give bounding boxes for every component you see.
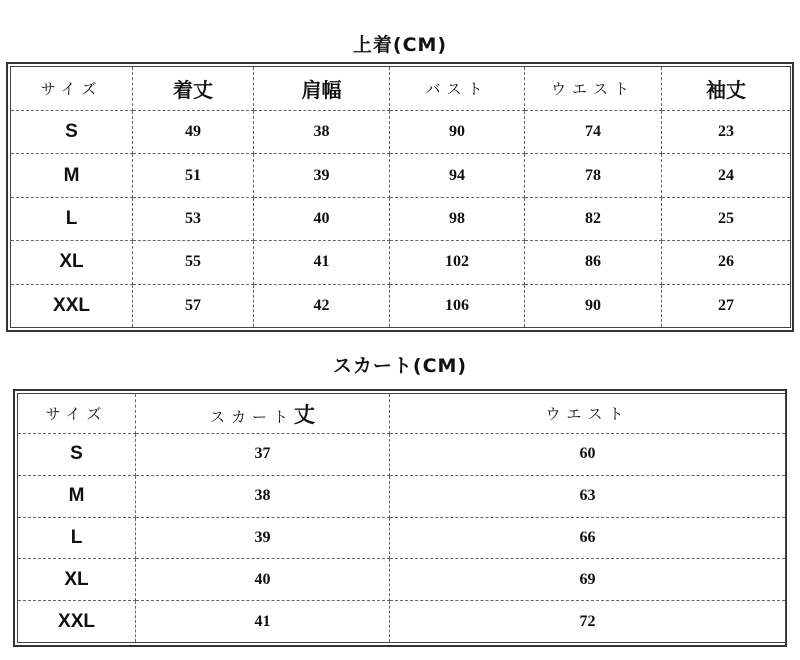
size-label: L	[11, 197, 133, 240]
table-row	[11, 197, 791, 240]
size-label: S	[11, 111, 133, 154]
tops-header-bust: バスト	[390, 67, 525, 111]
table-row	[18, 559, 786, 601]
skirt-size-table	[17, 393, 786, 643]
table-cell: 38	[254, 111, 390, 154]
table-row	[18, 475, 786, 517]
skirt-header-row	[18, 394, 786, 434]
table-cell: 24	[662, 154, 791, 197]
table-cell: 38	[136, 475, 390, 517]
table-cell: 26	[662, 241, 791, 284]
table-cell: 90	[390, 111, 525, 154]
table-cell: 98	[390, 197, 525, 240]
table-cell: 55	[133, 241, 254, 284]
skirt-header-length-kana: スカート	[209, 407, 294, 426]
table-cell: 72	[390, 601, 786, 643]
table-cell: 102	[390, 241, 525, 284]
table-row	[18, 434, 786, 476]
size-label: S	[18, 434, 136, 476]
table-cell: 41	[136, 601, 390, 643]
tops-header-size: サイズ	[11, 67, 133, 111]
table-cell: 53	[133, 197, 254, 240]
table-row	[18, 517, 786, 559]
table-cell: 41	[254, 241, 390, 284]
size-label: M	[11, 154, 133, 197]
tops-size-table-frame	[6, 62, 794, 332]
table-row	[11, 241, 791, 284]
table-cell: 94	[390, 154, 525, 197]
skirt-size-table-frame	[13, 389, 787, 647]
table-cell: 74	[525, 111, 662, 154]
table-cell: 25	[662, 197, 791, 240]
skirt-table-title: スカート(CM)	[332, 355, 468, 377]
table-cell: 39	[136, 517, 390, 559]
skirt-header-waist: ウエスト	[390, 394, 786, 434]
table-row	[11, 154, 791, 197]
tops-header-sleeve: 袖丈	[662, 67, 791, 111]
table-cell: 78	[525, 154, 662, 197]
table-cell: 63	[390, 475, 786, 517]
table-cell: 40	[136, 559, 390, 601]
table-cell: 23	[662, 111, 791, 154]
tops-header-shoulder: 肩幅	[254, 67, 390, 111]
table-row	[11, 111, 791, 154]
tops-table-title: 上着(CM)	[352, 34, 448, 56]
table-cell: 40	[254, 197, 390, 240]
table-cell: 27	[662, 284, 791, 327]
table-cell: 42	[254, 284, 390, 327]
tops-header-row	[11, 67, 791, 111]
table-cell: 37	[136, 434, 390, 476]
size-label: L	[18, 517, 136, 559]
table-cell: 57	[133, 284, 254, 327]
table-cell: 39	[254, 154, 390, 197]
table-cell: 49	[133, 111, 254, 154]
size-label: M	[18, 475, 136, 517]
table-row	[11, 284, 791, 327]
table-cell: 66	[390, 517, 786, 559]
skirt-header-size: サイズ	[18, 394, 136, 434]
table-cell: 106	[390, 284, 525, 327]
table-cell: 86	[525, 241, 662, 284]
table-cell: 90	[525, 284, 662, 327]
table-cell: 82	[525, 197, 662, 240]
skirt-header-length-kanji: 丈	[294, 402, 315, 427]
table-cell: 60	[390, 434, 786, 476]
table-row	[18, 601, 786, 643]
table-cell: 69	[390, 559, 786, 601]
tops-header-waist: ウエスト	[525, 67, 662, 111]
table-cell: 51	[133, 154, 254, 197]
size-label: XXL	[18, 601, 136, 643]
size-label: XL	[11, 241, 133, 284]
size-label: XXL	[11, 284, 133, 327]
tops-size-table	[10, 66, 791, 328]
skirt-header-length	[136, 394, 390, 434]
tops-header-length: 着丈	[133, 67, 254, 111]
size-label: XL	[18, 559, 136, 601]
